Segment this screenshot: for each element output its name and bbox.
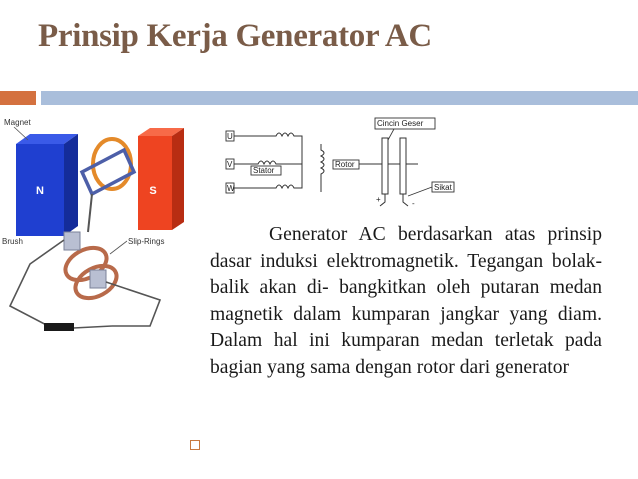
slide-title: Prinsip Kerja Generator AC [38, 18, 432, 54]
south-label: S [149, 185, 157, 197]
stator-winding-w [234, 178, 302, 188]
north-label: N [36, 185, 44, 197]
stator-winding-v [234, 161, 302, 164]
sikat-label: Sikat [434, 183, 452, 192]
brush-contacts [380, 194, 408, 206]
plus-label: + [376, 195, 381, 204]
south-pole-side [172, 128, 184, 230]
shaft [88, 194, 92, 232]
rotor-winding [321, 144, 324, 192]
minus-label: - [412, 199, 415, 208]
generator-illustration [0, 114, 190, 339]
slip-ring-2 [400, 138, 406, 194]
label-w: W [227, 184, 235, 193]
cincin-geser-pointer [388, 129, 394, 140]
magnet-pointer [14, 127, 28, 140]
bullet-marker [190, 440, 200, 450]
brush-label: Brush [2, 237, 23, 246]
magnet-label: Magnet [4, 118, 31, 127]
external-wire-right [106, 282, 160, 326]
sikat-pointer [408, 187, 432, 196]
cincin-geser-label: Cincin Geser [377, 119, 424, 128]
body-paragraph: Generator AC berdasarkan atas prinsip dasar induksi elektromagnetik. Tegangan bolak-balik akan di- bangkitkan oleh putaran medan magnetik dalam kumparan jangkar yang diam. Dalam hal ini kumparan medan terletak pada bagian yang sama dengan rotor dari generator [210, 224, 602, 378]
accent-bar-blue [41, 91, 638, 105]
circuit-diagram [218, 114, 482, 216]
load-resistor [44, 323, 74, 331]
brush-lower [90, 270, 106, 288]
label-u: U [227, 132, 233, 141]
brush-upper [64, 232, 80, 250]
slip-rings-pointer [110, 241, 127, 254]
stator-label: Stator [253, 166, 275, 175]
south-pole-front [138, 136, 172, 230]
armature-coil [82, 150, 134, 194]
north-pole-side [64, 134, 78, 236]
rotor-label: Rotor [335, 160, 355, 169]
slip-ring-1 [382, 138, 388, 194]
accent-bar-orange [0, 91, 36, 105]
label-v: V [227, 160, 233, 169]
slip-rings-label: Slip-Rings [128, 237, 165, 246]
